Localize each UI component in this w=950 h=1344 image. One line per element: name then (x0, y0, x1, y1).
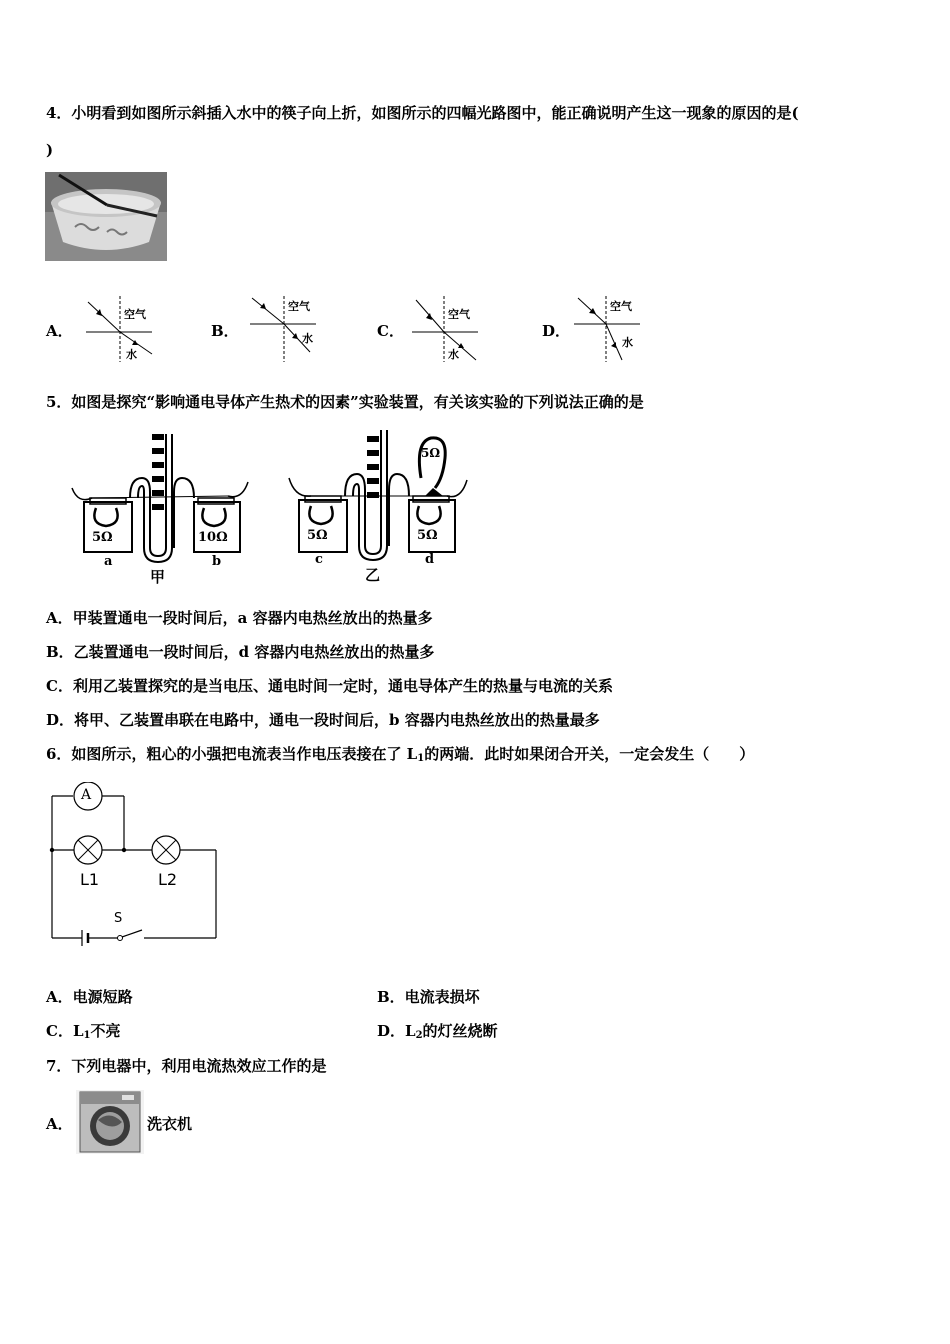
q4-option-b-diagram (248, 294, 320, 364)
switch-label: S (114, 911, 123, 926)
q5-option-a: A．甲装置通电一段时间后，a 容器内电热丝放出的热量多 (46, 609, 433, 627)
q4-option-c-letter: C． (377, 322, 404, 340)
lamp-l1-label: L1 (80, 870, 100, 889)
resistor-d-label: 5Ω (417, 528, 438, 543)
q4-option-b-letter: B． (211, 322, 239, 340)
bowl-chopstick-photo (45, 172, 167, 261)
q5-stem: 5．如图是探究“影响通电导体产生热术的因素”实验装置，有关该实验的下列说法正确的是 (46, 393, 644, 411)
resistor-5-label: 5Ω (92, 530, 113, 545)
q5-figure-jia (70, 430, 250, 585)
q4-stem: 4．小明看到如图所示斜插入水中的筷子向上折，如图所示的四幅光路图中，能正确说明产生这一现象的原因的是( (46, 104, 799, 122)
resistor-c-label: 5Ω (307, 528, 328, 543)
q4-stem-end: ) (46, 141, 54, 159)
q4-option-c-diagram (410, 294, 482, 364)
container-c-label: c (315, 552, 323, 567)
air-label: 空气 (288, 300, 310, 313)
external-resistor-label: 5Ω (421, 446, 441, 460)
q4-option-a-letter: A． (46, 322, 73, 340)
ammeter-label: A (81, 787, 92, 803)
resistor-10-label: 10Ω (198, 530, 228, 545)
air-label: 空气 (448, 308, 470, 321)
q5-option-b: B．乙装置通电一段时间后，d 容器内电热丝放出的热量多 (46, 643, 435, 661)
lamp-l2-label: L2 (158, 870, 178, 889)
q4-option-d-diagram (572, 294, 644, 364)
q6-stem: 6．如图所示，粗心的小强把电流表当作电压表接在了 $L_1$的两端．此时如果闭合开关，一定会发生（ ） (46, 745, 755, 764)
water-label: 水 (622, 336, 633, 349)
q4-option-d-letter: D． (542, 322, 571, 340)
q7-option-a-text: 洗衣机 (147, 1115, 193, 1133)
air-label: 空气 (124, 308, 146, 321)
q7-stem: 7．下列电器中，利用电流热效应工作的是 (46, 1057, 327, 1075)
q6-option-a: A．电源短路 (46, 988, 133, 1006)
figure-yi-caption: 乙 (365, 566, 381, 584)
q5-option-d: D．将甲、乙装置串联在电路中，通电一段时间后，b 容器内电热丝放出的热量最多 (46, 711, 600, 729)
washing-machine-picture (76, 1090, 144, 1154)
q6-circuit-diagram (46, 782, 221, 947)
q6-option-c: C．$L_1$不亮 (46, 1022, 121, 1041)
water-label: 水 (302, 332, 313, 345)
container-a-label: a (104, 554, 113, 569)
water-label: 水 (448, 348, 459, 361)
q7-option-a-letter: A． (46, 1115, 73, 1133)
figure-jia-caption: 甲 (150, 568, 166, 586)
container-d-label: d (425, 552, 435, 567)
q4-option-a-diagram (82, 294, 154, 364)
q6-option-b: B．电流表损坏 (377, 988, 480, 1006)
container-b-label: b (212, 554, 222, 569)
water-label: 水 (126, 348, 137, 361)
q5-figure-yi (285, 428, 475, 586)
air-label: 空气 (610, 300, 632, 313)
q6-option-d: D．$L_2$的灯丝烧断 (377, 1022, 498, 1041)
q5-option-c: C．利用乙装置探究的是当电压、通电时间一定时，通电导体产生的热量与电流的关系 (46, 677, 613, 695)
